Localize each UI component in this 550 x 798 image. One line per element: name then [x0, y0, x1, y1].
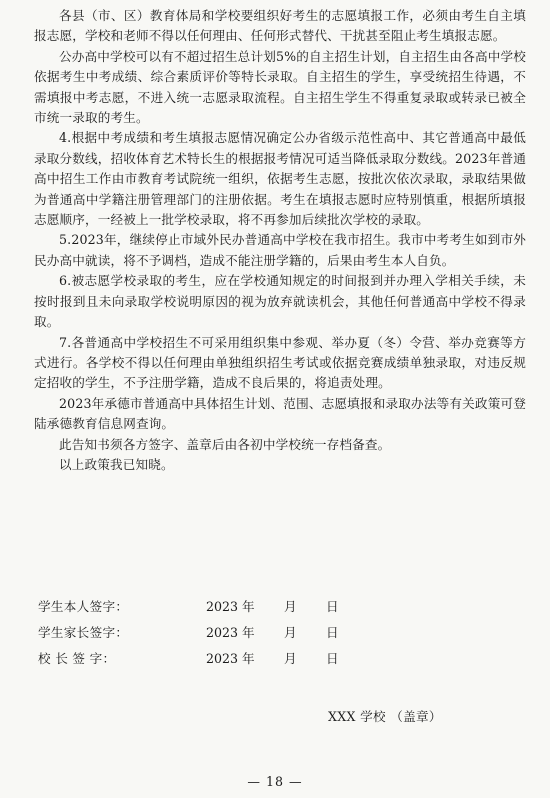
signature-day: 日 — [326, 625, 339, 640]
document-body — [34, 6, 526, 475]
signature-row-student — [38, 596, 458, 622]
signature-day: 日 — [326, 651, 339, 666]
signature-block — [38, 596, 458, 674]
paragraph-policy-inquiry: 2023年承德市普通高中具体招生计划、范围、志愿填报和录取办法等有关政策可登陆承德教育信息网查询。 — [34, 395, 526, 432]
paragraph-score-line: 4.根据中考成绩和考生填报志愿情况确定公办省级示范性高中、其它普通高中最低录取分数线，招收体育艺术特长生的根据报考情况可适当降低录取分数线。2023年普通高中招生工作由市教育考试院统一组织，依据考生志愿，按批次依次录取，录取结果做为普通高中学籍注册管理部门的注册依据。考生在填报志愿时应特别慎重，根据所填报志愿顺序，一经被上一批学校录取，将不再参加后续批次学校的录取。 — [34, 130, 526, 228]
school-seal-line: XXX 学校 （盖章） — [328, 709, 442, 724]
paragraph-self-enrollment: 公办高中学校可以有不超过招生总计划5%的自主招生计划，自主招生由各高中学校依据考生中考成绩、综合素质评价等特长录取。自主招生的学生，享受统招生待遇，不需填报中考志愿，不进入统一志愿录取流程。自主招生学生不得重复录取或转录已被全市统一录取的考生。 — [34, 48, 526, 126]
signature-label: 校 长 签 字： — [38, 651, 116, 666]
paragraph-volunteer-filling: 各县（市、区）教育体局和学校要组织好考生的志愿填报工作，必须由考生自主填报志愿，学校和老师不得以任何理由、任何形式替代、干扰甚至阻止考生填报志愿。 — [34, 8, 526, 44]
page-number: — 18 — — [247, 774, 303, 789]
signature-label: 学生本人签字： — [38, 599, 129, 614]
paragraph-archive-notice: 此告知书须各方签字、盖章后由各初中学校统一存档备查。 — [59, 436, 391, 452]
paragraph-private-school: 5.2023年，继续停止市域外民办普通高中学校在我市招生。我市中考考生如到市外民办高中就读，将不予调档，造成不能注册学籍的，后果由考生本人自负。 — [34, 232, 526, 268]
paragraph-prohibited-methods: 7.各普通高中学校招生不可采用组织集中参观、举办夏（冬）令营、举办竞赛等方式进行。各学校不得以任何理由单独组织招生考试或依据竞赛成绩单独录取，对违反规定招收的学生，不予注册学籍，造成不良后果的，将追责处理。 — [34, 334, 526, 391]
signature-month: 月 — [284, 625, 297, 640]
paragraph-acknowledgement: 以上政策我已知晓。 — [59, 456, 174, 472]
signature-month: 月 — [284, 599, 297, 614]
signature-day: 日 — [326, 599, 339, 614]
signature-year: 2023 年 — [206, 625, 255, 640]
signature-year: 2023 年 — [206, 651, 255, 666]
signature-month: 月 — [284, 651, 297, 666]
signature-row-principal — [38, 648, 458, 674]
signature-label: 学生家长签字： — [38, 625, 129, 640]
paragraph-registration: 6.被志愿学校录取的考生，应在学校通知规定的时间报到并办理入学相关手续，未按时报到且未向录取学校说明原因的视为放弃就读机会，其他任何普通高中学校不得录取。 — [34, 273, 526, 330]
signature-row-parent — [38, 622, 458, 648]
signature-year: 2023 年 — [206, 599, 255, 614]
